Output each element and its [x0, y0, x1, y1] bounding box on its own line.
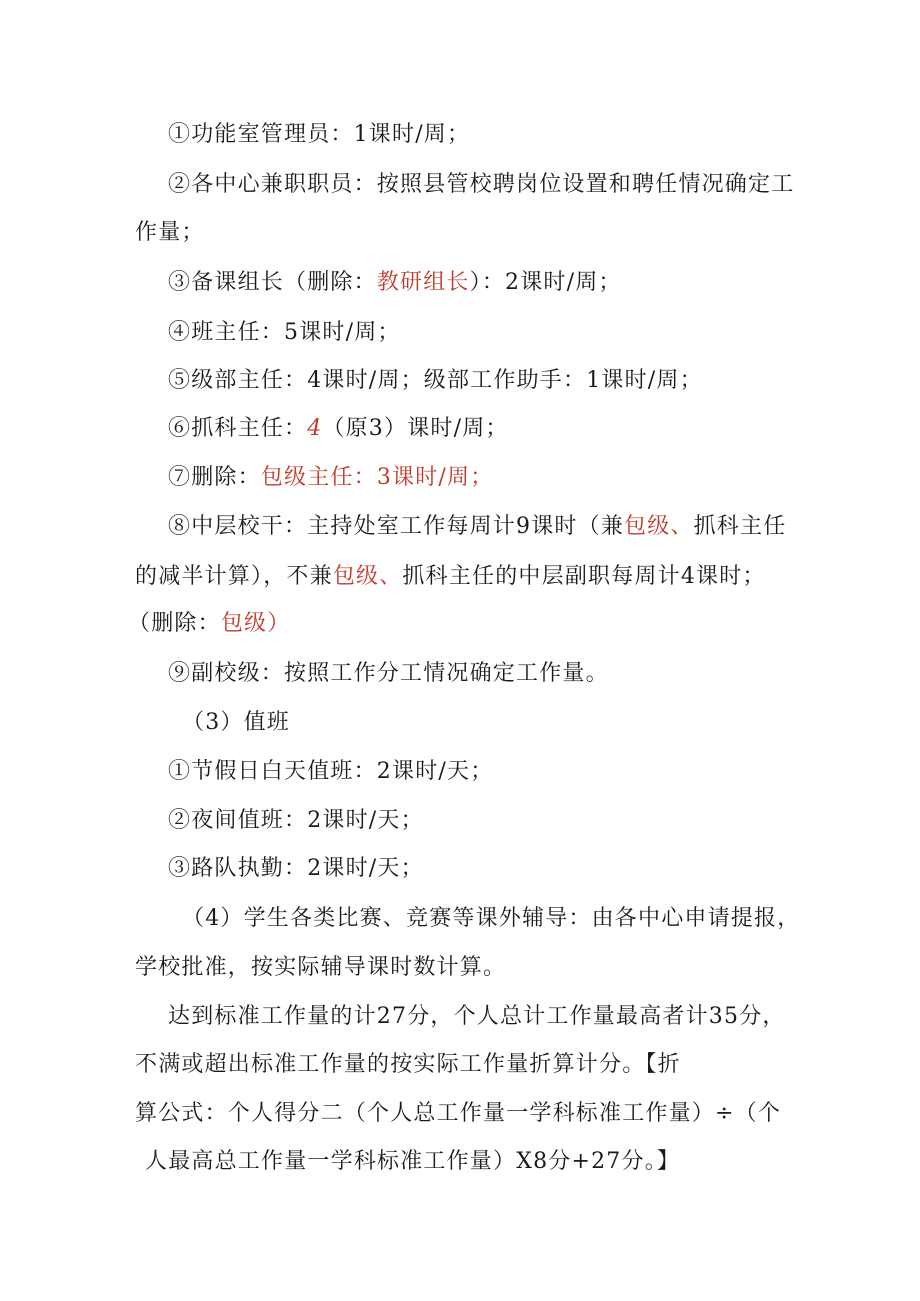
item-middle-cadre-line2	[135, 562, 766, 592]
deleted-text: 教研组长	[376, 270, 470, 295]
deleted-text: 包级、	[332, 564, 403, 589]
deleted-text: 包级）	[220, 611, 291, 636]
coaching-line1: （4）学生各类比赛、竞赛等课外辅导：由各中心申请提报，	[182, 906, 801, 931]
text-segment: 抓科主任	[693, 514, 787, 539]
item-middle-cadre-line3	[128, 609, 290, 639]
item-deleted-grade-head	[168, 463, 493, 493]
text-segment: （原3）课时/周；	[322, 416, 509, 441]
text-segment: ⑦删除：	[168, 465, 261, 490]
revised-value: 4	[307, 416, 323, 441]
item-subject-director	[168, 414, 509, 444]
item-vice-principal: ⑨副校级：按照工作分工情况确定工作量。	[168, 661, 609, 686]
coaching-line2: 学校批准，按实际辅导课时数计算。	[135, 955, 507, 980]
text-segment: ③备课组长（删除：	[168, 270, 377, 295]
item-center-staff-line2: 作量；	[135, 220, 205, 245]
text-segment: 的减半计算），不兼	[135, 564, 333, 589]
scoring-formula-line1: 算公式：个人得分二（个人总工作量一学科标准工作量）÷（个	[135, 1101, 782, 1126]
item-lesson-group-leader	[168, 268, 622, 298]
text-segment: ⑧中层校干：主持处室工作每周计9课时（兼	[168, 514, 624, 539]
text-segment: ）：2课时/周；	[469, 270, 622, 295]
deleted-text: 包级主任：3课时/周；	[260, 465, 494, 490]
item-grade-director: ⑤级部主任：4课时/周；级部工作助手：1课时/周；	[168, 368, 703, 393]
text-segment: 抓科主任的中层副职每周计4课时；	[402, 564, 766, 589]
duty-road-patrol: ③路队执勤：2课时/天；	[168, 856, 424, 881]
scoring-formula-line2: 人最高总工作量一学科标准工作量）X8分+27分。】	[145, 1149, 681, 1174]
text-segment: （删除：	[128, 611, 221, 636]
scoring-line1: 达到标准工作量的计27分，个人总计工作量最高者计35分，	[168, 1004, 786, 1029]
item-middle-cadre-line1	[168, 512, 786, 542]
item-function-room-admin: ①功能室管理员：1课时/周；	[168, 122, 471, 147]
scoring-line2: 不满或超出标准工作量的按实际工作量折算计分。【折	[135, 1052, 681, 1077]
section-duty-heading: （3）值班	[182, 710, 290, 735]
duty-night: ②夜间值班：2课时/天；	[168, 808, 424, 833]
item-class-teacher: ④班主任：5课时/周；	[168, 320, 401, 345]
text-segment: ⑥抓科主任：	[168, 416, 308, 441]
duty-holiday: ①节假日白天值班：2课时/天；	[168, 759, 494, 784]
item-center-staff-line1: ②各中心兼职职员：按照县管校聘岗位设置和聘任情况确定工	[168, 172, 795, 197]
deleted-text: 包级、	[624, 514, 694, 539]
